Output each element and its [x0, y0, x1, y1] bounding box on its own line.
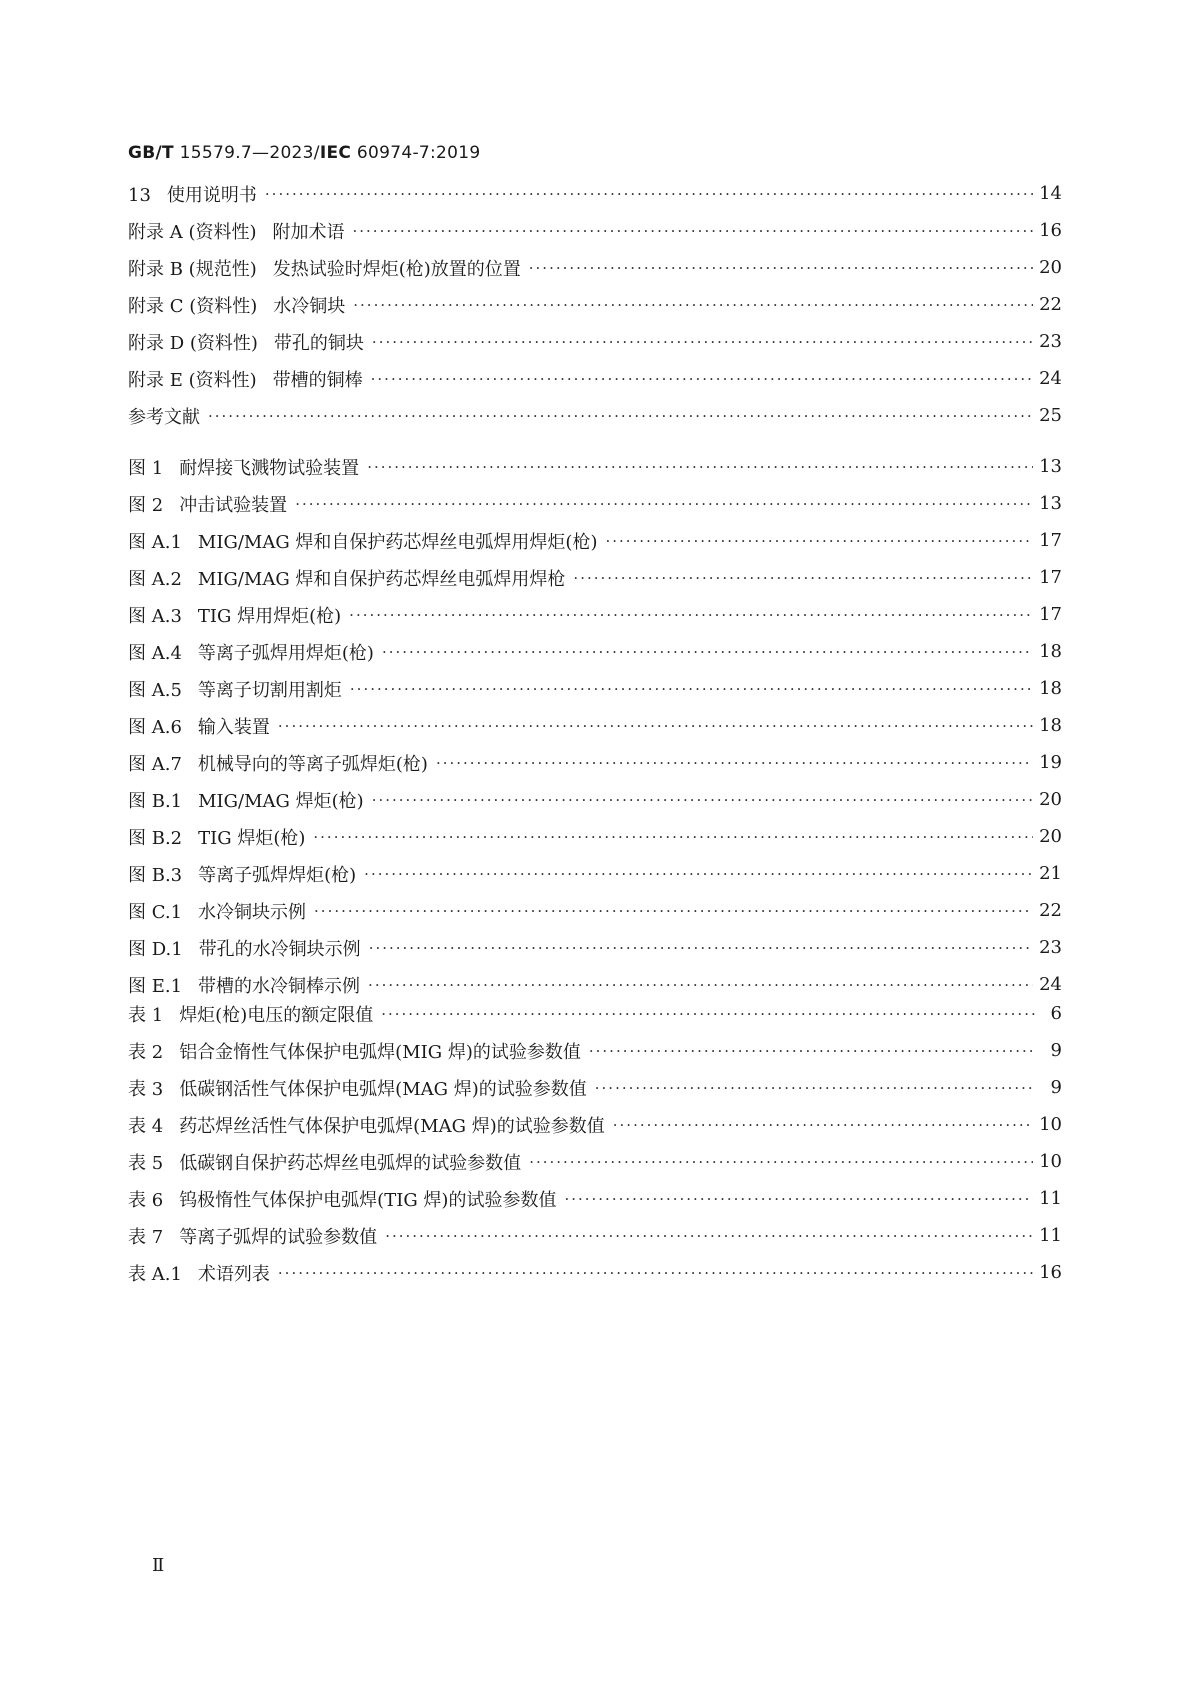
toc-entry-number: 表 3 [128, 1078, 164, 1100]
toc-entry-number: 表 A.1 [128, 1263, 182, 1285]
toc-entry-label [128, 1223, 377, 1249]
toc-table-row[interactable] [128, 1217, 1062, 1254]
toc-entry-page: 20 [1039, 257, 1062, 278]
toc-entry-title: 附加术语 [272, 221, 345, 243]
toc-entry-label [128, 218, 345, 244]
dot-leader [353, 222, 1034, 240]
dot-leader [595, 1079, 1036, 1097]
toc-entry-page: 22 [1039, 294, 1062, 315]
toc-entry-page: 20 [1039, 789, 1062, 810]
toc-entry-title: 低碳钢自保护药芯焊丝电弧焊的试验参数值 [179, 1152, 522, 1174]
toc-entry-page: 19 [1039, 752, 1062, 773]
toc-entry-page: 24 [1039, 368, 1062, 389]
toc-entry-title: MIG/MAG 焊炬(枪) [198, 790, 364, 812]
toc-entry-label [128, 1112, 605, 1138]
toc-entry-label [128, 1001, 373, 1027]
toc-entry-label [128, 898, 306, 924]
toc-entry-title: 术语列表 [197, 1263, 270, 1285]
toc-entry-page: 17 [1039, 530, 1062, 551]
toc-entry-number: 附录 C (资料性) [128, 295, 258, 317]
dot-leader [573, 569, 1033, 587]
toc-entry-label [128, 602, 341, 628]
toc-entry-number: 表 6 [128, 1189, 164, 1211]
toc-entry-number: 图 A.7 [128, 753, 182, 775]
toc-entry-number: 表 4 [128, 1115, 164, 1137]
toc-figure-row[interactable] [128, 855, 1062, 892]
toc-entry-title: 输入装置 [197, 716, 270, 738]
toc-entry-label [128, 403, 200, 429]
page-number: Ⅱ [152, 1555, 165, 1576]
toc-entry-label [128, 787, 364, 813]
dot-leader [265, 185, 1033, 203]
toc-figure-row[interactable] [128, 929, 1062, 966]
toc-figure-row[interactable] [128, 781, 1062, 818]
toc-section-row[interactable] [128, 212, 1062, 249]
toc-figure-row[interactable] [128, 559, 1062, 596]
toc-section-row[interactable] [128, 323, 1062, 360]
toc-entry-title: 耐焊接飞溅物试验装置 [179, 457, 360, 479]
dot-leader [364, 865, 1033, 883]
toc-entry-number: 图 2 [128, 494, 164, 516]
toc-entry-label [128, 454, 359, 480]
iec-prefix: IEC [319, 143, 352, 163]
toc-table-row[interactable] [128, 1106, 1062, 1143]
toc-entry-page: 11 [1039, 1225, 1062, 1246]
toc-entry-page: 14 [1039, 183, 1062, 204]
toc-section-row[interactable] [128, 175, 1062, 212]
toc-entry-page: 17 [1039, 567, 1062, 588]
toc-section-row[interactable] [128, 360, 1062, 397]
toc-entry-title: 水冷铜块示例 [198, 901, 307, 923]
dot-leader [436, 754, 1033, 772]
toc-entry-number: 图 B.1 [128, 790, 183, 812]
toc-entry-label [128, 824, 305, 850]
toc-entry-label [128, 861, 356, 887]
toc-entry-title: 水冷铜块 [273, 295, 346, 317]
dot-leader [605, 532, 1033, 550]
toc-entry-page: 6 [1050, 1003, 1062, 1024]
toc-entry-page: 13 [1039, 456, 1062, 477]
toc-figure-row[interactable] [128, 448, 1062, 485]
toc-entry-title: 等离子弧焊焊炬(枪) [198, 864, 357, 886]
toc-entry-number: 参考文献 [128, 406, 200, 428]
toc-entry-number: 附录 E (资料性) [128, 369, 257, 391]
toc-tables [128, 995, 1062, 1291]
toc-entry-title: 钨极惰性气体保护电弧焊(TIG 焊)的试验参数值 [179, 1189, 557, 1211]
toc-entry-label [128, 181, 257, 207]
toc-entry-label [128, 676, 342, 702]
toc-entry-page: 22 [1039, 900, 1062, 921]
toc-entry-number: 表 2 [128, 1041, 164, 1063]
toc-entry-number: 图 A.4 [128, 642, 182, 664]
toc-entry-number: 图 C.1 [128, 901, 183, 923]
toc-entry-title: 冲击试验装置 [179, 494, 288, 516]
toc-entry-number: 表 1 [128, 1004, 164, 1026]
dot-leader [295, 495, 1033, 513]
toc-entry-page: 18 [1039, 715, 1062, 736]
dot-leader [589, 1042, 1036, 1060]
toc-entry-page: 23 [1039, 331, 1062, 352]
toc-section-row[interactable] [128, 286, 1062, 323]
dot-leader [278, 717, 1033, 735]
toc-entry-label [128, 491, 287, 517]
toc-table-row[interactable] [128, 1143, 1062, 1180]
dot-leader [350, 680, 1033, 698]
toc-entry-number: 表 5 [128, 1152, 164, 1174]
dot-leader [349, 606, 1033, 624]
toc-figures [128, 448, 1062, 1003]
document-header [128, 143, 480, 163]
toc-entry-title: 带槽的水冷铜棒示例 [198, 975, 361, 997]
toc-entry-label [128, 565, 565, 591]
toc-entry-page: 16 [1039, 1262, 1062, 1283]
toc-entry-label [128, 1075, 587, 1101]
dot-leader [371, 370, 1033, 388]
toc-entry-title: 焊炬(枪)电压的额定限值 [179, 1004, 374, 1026]
toc-entry-number: 附录 D (资料性) [128, 332, 258, 354]
dot-leader [613, 1116, 1033, 1134]
toc-entry-title: 使用说明书 [166, 184, 257, 206]
toc-entry-page: 11 [1039, 1188, 1062, 1209]
toc-figure-row[interactable] [128, 818, 1062, 855]
dot-leader [278, 1264, 1033, 1282]
toc-figure-row[interactable] [128, 892, 1062, 929]
toc-entry-label [128, 639, 374, 665]
dot-leader [208, 407, 1033, 425]
toc-entry-page: 25 [1039, 405, 1062, 426]
toc-entry-title: 带孔的水冷铜块示例 [198, 938, 361, 960]
standard-number: 15579.7—2023/ [173, 143, 320, 163]
toc-entry-number: 图 A.6 [128, 716, 182, 738]
toc-entry-page: 20 [1039, 826, 1062, 847]
toc-section-row[interactable] [128, 249, 1062, 286]
toc-table-row[interactable] [128, 1180, 1062, 1217]
toc-entry-label [128, 1260, 270, 1286]
toc-entry-page: 21 [1039, 863, 1062, 884]
toc-entry-label [128, 935, 361, 961]
toc-entry-number: 附录 B (规范性) [128, 258, 257, 280]
dot-leader [382, 643, 1033, 661]
toc-entry-number: 图 1 [128, 457, 164, 479]
toc-entry-title: 等离子弧焊的试验参数值 [179, 1226, 378, 1248]
toc-table-row[interactable] [128, 1032, 1062, 1069]
toc-sections [128, 175, 1062, 434]
dot-leader [368, 976, 1033, 994]
toc-entry-page: 10 [1039, 1151, 1062, 1172]
toc-figure-row[interactable] [128, 485, 1062, 522]
dot-leader [369, 939, 1033, 957]
dot-leader [353, 296, 1033, 314]
toc-entry-label [128, 713, 270, 739]
toc-entry-title: 带槽的铜棒 [272, 369, 363, 391]
toc-figure-row[interactable] [128, 744, 1062, 781]
toc-entry-page: 10 [1039, 1114, 1062, 1135]
toc-entry-title: TIG 焊炬(枪) [198, 827, 306, 849]
toc-figure-row[interactable] [128, 596, 1062, 633]
toc-entry-page: 24 [1039, 974, 1062, 995]
toc-entry-title: MIG/MAG 焊和自保护药芯焊丝电弧焊用焊枪 [197, 568, 566, 590]
toc-table-row[interactable] [128, 1069, 1062, 1106]
toc-table-row[interactable] [128, 995, 1062, 1032]
toc-entry-page: 9 [1050, 1077, 1062, 1098]
dot-leader [367, 458, 1033, 476]
toc-figure-row[interactable] [128, 670, 1062, 707]
toc-entry-title: 药芯焊丝活性气体保护电弧焊(MAG 焊)的试验参数值 [179, 1115, 605, 1137]
toc-entry-title: 机械导向的等离子弧焊炬(枪) [197, 753, 428, 775]
toc-entry-number: 图 B.3 [128, 864, 183, 886]
toc-entry-label [128, 528, 597, 554]
toc-entry-number: 图 B.2 [128, 827, 183, 849]
toc-entry-number: 表 7 [128, 1226, 164, 1248]
toc-entry-page: 18 [1039, 641, 1062, 662]
dot-leader [385, 1227, 1033, 1245]
toc-entry-number: 图 E.1 [128, 975, 183, 997]
toc-entry-label [128, 292, 345, 318]
toc-entry-label [128, 1186, 556, 1212]
dot-leader [314, 902, 1033, 920]
toc-entry-title: 等离子切割用割炬 [197, 679, 342, 701]
toc-entry-number: 附录 A (资料性) [128, 221, 257, 243]
toc-entry-label [128, 255, 521, 281]
toc-entry-number: 图 D.1 [128, 938, 183, 960]
toc-entry-page: 23 [1039, 937, 1062, 958]
toc-figure-row[interactable] [128, 707, 1062, 744]
toc-entry-title: MIG/MAG 焊和自保护药芯焊丝电弧焊用焊炬(枪) [197, 531, 598, 553]
toc-entry-page: 17 [1039, 604, 1062, 625]
toc-table-row[interactable] [128, 1254, 1062, 1291]
toc-entry-label [128, 1038, 581, 1064]
iec-number: 60974-7:2019 [351, 143, 481, 163]
toc-entry-title: TIG 焊用焊炬(枪) [197, 605, 342, 627]
standard-prefix: GB/T [128, 143, 174, 163]
toc-entry-number: 13 [128, 184, 151, 206]
dot-leader [372, 791, 1033, 809]
dot-leader [529, 259, 1033, 277]
toc-entry-title: 等离子弧焊用焊炬(枪) [197, 642, 374, 664]
toc-entry-page: 16 [1039, 220, 1062, 241]
dot-leader [381, 1005, 1036, 1023]
dot-leader [372, 333, 1033, 351]
dot-leader [564, 1190, 1033, 1208]
toc-entry-label [128, 1149, 521, 1175]
toc-figure-row[interactable] [128, 633, 1062, 670]
toc-entry-page: 13 [1039, 493, 1062, 514]
toc-figure-row[interactable] [128, 522, 1062, 559]
toc-section-row[interactable] [128, 397, 1062, 434]
toc-entry-label [128, 972, 360, 998]
toc-entry-title: 带孔的铜块 [273, 332, 364, 354]
toc-entry-label [128, 750, 428, 776]
toc-entry-number: 图 A.1 [128, 531, 182, 553]
toc-entry-page: 18 [1039, 678, 1062, 699]
dot-leader [529, 1153, 1033, 1171]
toc-entry-label [128, 366, 363, 392]
toc-entry-title: 低碳钢活性气体保护电弧焊(MAG 焊)的试验参数值 [179, 1078, 587, 1100]
dot-leader [313, 828, 1033, 846]
toc-entry-title: 铝合金惰性气体保护电弧焊(MIG 焊)的试验参数值 [179, 1041, 581, 1063]
toc-entry-number: 图 A.5 [128, 679, 182, 701]
toc-entry-number: 图 A.3 [128, 605, 182, 627]
toc-entry-number: 图 A.2 [128, 568, 182, 590]
toc-entry-page: 9 [1050, 1040, 1062, 1061]
toc-entry-title: 发热试验时焊炬(枪)放置的位置 [272, 258, 521, 280]
toc-entry-label [128, 329, 364, 355]
